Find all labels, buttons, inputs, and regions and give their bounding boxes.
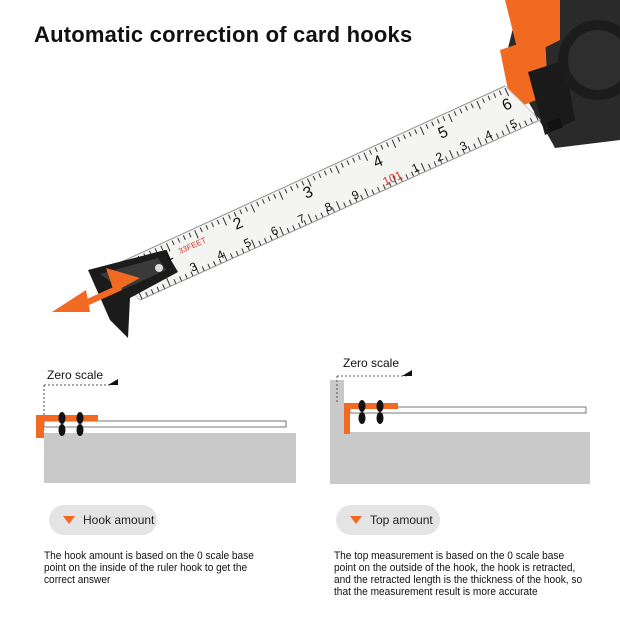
inch-mark-2: 2	[230, 214, 246, 234]
hook-amount-pill	[49, 505, 157, 535]
zero-marker-icon	[402, 370, 412, 376]
cm-mark: 4	[214, 247, 227, 263]
hook-amount-description: The hook amount is based on the 0 scale base point on the inside of the ruler hook to get the correct answer	[44, 550, 254, 586]
cm-mark: 5	[507, 116, 520, 132]
top-amount-pill	[336, 505, 440, 535]
cm-mark: 7	[295, 211, 308, 227]
zero-scale-label: Zero scale	[343, 356, 400, 370]
pill-label: Top amount	[370, 513, 433, 527]
inch-mark-4: 4	[370, 152, 386, 172]
inch-mark-3: 3	[300, 183, 316, 203]
pill-label: Hook amount	[83, 513, 155, 527]
cm-mark: 1	[409, 160, 422, 176]
cm-mark: 2	[433, 149, 446, 165]
surface-block	[330, 432, 590, 484]
cm-mark: 5	[241, 235, 254, 251]
zero-scale-label: Zero scale	[47, 368, 104, 382]
surface-block	[44, 433, 296, 483]
top-amount-description: The top measurement is based on the 0 scale base point on the outside of the hook, the hook is retracted, and the retracted length is the thickness of the hook, so that the measurement result is more accurate	[334, 550, 583, 598]
cm-mark: 101	[380, 167, 405, 189]
cm-mark: 4	[482, 127, 495, 143]
cm-mark: 8	[322, 199, 335, 215]
cm-mark: 6	[268, 223, 281, 239]
cm-mark: 3	[187, 259, 200, 275]
inch-mark-6: 6	[499, 95, 515, 115]
triangle-down-icon	[350, 516, 362, 524]
cm-mark: 9	[349, 187, 362, 203]
inch-mark-5: 5	[435, 123, 451, 143]
cm-mark: 3	[457, 138, 470, 154]
brand-mark: 33FEET	[177, 235, 208, 256]
zero-marker-icon	[108, 379, 118, 385]
triangle-down-icon	[63, 516, 75, 524]
hook-profile	[344, 403, 398, 434]
wall-block	[330, 380, 344, 432]
top-amount-diagram	[320, 350, 610, 490]
page-title: Automatic correction of card hooks	[34, 22, 413, 47]
inch-mark-1: 1	[160, 246, 176, 266]
